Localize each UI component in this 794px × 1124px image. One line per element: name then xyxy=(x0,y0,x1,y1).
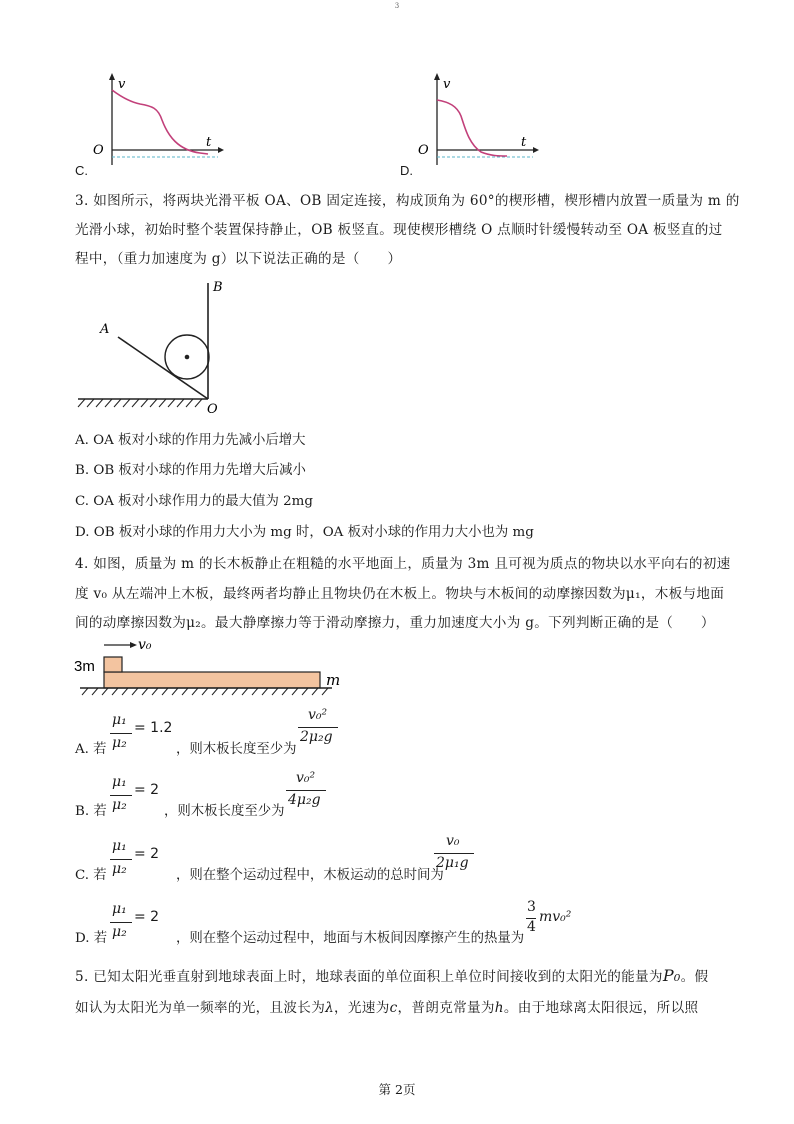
ball-center xyxy=(185,355,190,360)
result-den: 4μ₂g xyxy=(288,792,321,808)
q5-text-line-2 xyxy=(75,996,698,1016)
graph-c-option-label: C. xyxy=(75,163,88,178)
ratio-num: μ₁ xyxy=(112,774,127,790)
q4-text-line-1: 4. 如图，质量为 m 的长木板静止在粗糙的水平地面上，质量为 3m 且可视为质点的物块以水平向右的初速 xyxy=(75,556,731,572)
graph-d-t-label: t xyxy=(521,135,527,150)
page-footer: 第 2页 xyxy=(378,1082,416,1097)
q4-option-d-middle: ，则在整个运动过程中，地面与木板间因摩擦产生的热量为 xyxy=(176,931,525,946)
graph-d-curve xyxy=(437,100,507,156)
label-3m: 3m xyxy=(74,658,95,675)
q5-line1-a: 5. 已知太阳光垂直射到地球表面上时，地球表面的单位面积上单位时间接收到的太阳光的能量为 xyxy=(75,969,663,985)
graph-d-v-arrow xyxy=(434,73,440,80)
result-bar xyxy=(434,853,474,854)
result-den: 2μ₁g xyxy=(436,855,469,871)
q5-line2-b: ，光速为 xyxy=(334,1000,390,1016)
q4-text-line-3: 间的动摩擦因数为μ₂。最大静摩擦力等于滑动摩擦力，重力加速度大小为 g。下列判断正确的是（ ） xyxy=(75,615,715,631)
ratio-num: μ₁ xyxy=(112,901,127,917)
ground-hatch xyxy=(78,399,202,407)
ratio-den: μ₂ xyxy=(112,861,127,877)
long-board xyxy=(104,672,320,688)
q3-option-d: D. OB 板对小球的作用力大小为 mg 时，OA 板对小球的作用力大小也为 mg xyxy=(75,525,534,540)
ratio-bar xyxy=(110,859,132,860)
q4-option-d-result-tail: mv₀² xyxy=(539,909,572,925)
block xyxy=(104,657,122,672)
result-num: v₀ xyxy=(446,833,460,849)
label-v0: v₀ xyxy=(138,637,152,653)
ground-hatch xyxy=(82,688,328,695)
label-b: B xyxy=(213,280,223,295)
q3-wedge-figure xyxy=(70,275,240,420)
graph-c-curve xyxy=(112,90,208,154)
ratio-num: μ₁ xyxy=(112,712,127,728)
q5-c: c xyxy=(389,1000,398,1016)
ratio-bar xyxy=(110,795,132,796)
graph-d-t-arrow xyxy=(533,147,539,153)
q3-option-a: A. OA 板对小球的作用力先减小后增大 xyxy=(75,433,306,448)
q4-option-b-ratio-value: = 2 xyxy=(134,782,160,798)
q4-option-b-lead: B. 若 xyxy=(75,804,107,819)
q4-option-d-lead: D. 若 xyxy=(75,931,108,946)
q4-option-c-lead: C. 若 xyxy=(75,868,107,883)
q3-text-line-2: 光滑小球，初始时整个装置保持静止，OB 板竖直。现使楔形槽绕 O 点顺时针缓慢转动至 OA 板竖直的过 xyxy=(75,222,723,238)
graph-c-v-arrow xyxy=(109,73,115,80)
graph-c-origin: O xyxy=(93,143,104,158)
q5-h: h xyxy=(494,1000,504,1016)
q4-text-line-2: 度 v₀ 从左端冲上木板，最终两者均静止且物块仍在木板上。物块与木板间的动摩擦因数为μ₁，木板与地面 xyxy=(75,586,725,602)
q5-p0: P₀ xyxy=(662,966,681,985)
q5-line2-d: 。由于地球离太阳很远，所以照 xyxy=(503,1000,699,1016)
q3-text-line-3: 程中，（重力加速度为 g）以下说法正确的是（ ） xyxy=(75,251,402,267)
result-num: 3 xyxy=(527,899,536,915)
page-header-mark: 3 xyxy=(394,2,400,10)
label-a: A xyxy=(100,322,110,337)
velocity-arrow-head xyxy=(130,642,137,648)
q4-option-b-middle: ，则木板长度至少为 xyxy=(164,804,285,819)
result-num: v₀² xyxy=(296,770,316,786)
q5-lambda: λ xyxy=(325,1000,335,1016)
result-den: 4 xyxy=(527,919,536,935)
result-num: v₀² xyxy=(308,707,328,723)
q4-option-a-ratio-value: = 1.2 xyxy=(134,720,173,736)
graph-c xyxy=(90,70,230,180)
result-bar xyxy=(298,727,338,728)
q4-option-a-middle: ，则木板长度至少为 xyxy=(176,742,297,757)
ratio-den: μ₂ xyxy=(112,924,127,940)
graph-c-t-arrow xyxy=(218,147,224,153)
ratio-bar xyxy=(110,922,132,923)
q3-option-c: C. OA 板对小球作用力的最大值为 2mg xyxy=(75,494,313,509)
label-m: m xyxy=(326,671,341,689)
q5-line2-c: ，普朗克常量为 xyxy=(397,1000,495,1016)
ratio-num: μ₁ xyxy=(112,838,127,854)
graph-c-v-label: v xyxy=(118,77,126,92)
graph-d xyxy=(415,70,545,180)
ratio-den: μ₂ xyxy=(112,797,127,813)
graph-d-v-label: v xyxy=(443,77,451,92)
q5-line1-b: 。假 xyxy=(680,969,709,985)
result-bar xyxy=(286,790,326,791)
q5-line2-a: 如认为太阳光为单一频率的光，且波长为 xyxy=(75,1000,326,1016)
graph-d-option-label: D. xyxy=(400,163,413,178)
q4-option-c-middle: ，则在整个运动过程中，木板运动的总时间为 xyxy=(176,868,444,883)
graph-d-origin: O xyxy=(418,143,429,158)
label-o: O xyxy=(207,402,218,417)
q4-option-c-ratio-value: = 2 xyxy=(134,846,160,862)
ratio-den: μ₂ xyxy=(112,735,127,751)
result-den: 2μ₂g xyxy=(300,729,333,745)
q3-text-line-1: 3. 如图所示，将两块光滑平板 OA、OB 固定连接，构成顶角为 60°的楔形槽，楔形槽内放置一质量为 m 的 xyxy=(75,193,740,209)
q4-board-figure xyxy=(70,633,360,698)
q5-text-line-1 xyxy=(75,965,708,985)
board-oa xyxy=(118,337,208,399)
q3-option-b: B. OB 板对小球的作用力先增大后减小 xyxy=(75,463,306,478)
q4-option-d-ratio-value: = 2 xyxy=(134,909,160,925)
q4-option-a-lead: A. 若 xyxy=(75,742,107,757)
graph-c-t-label: t xyxy=(206,135,212,150)
ratio-bar xyxy=(110,733,132,734)
